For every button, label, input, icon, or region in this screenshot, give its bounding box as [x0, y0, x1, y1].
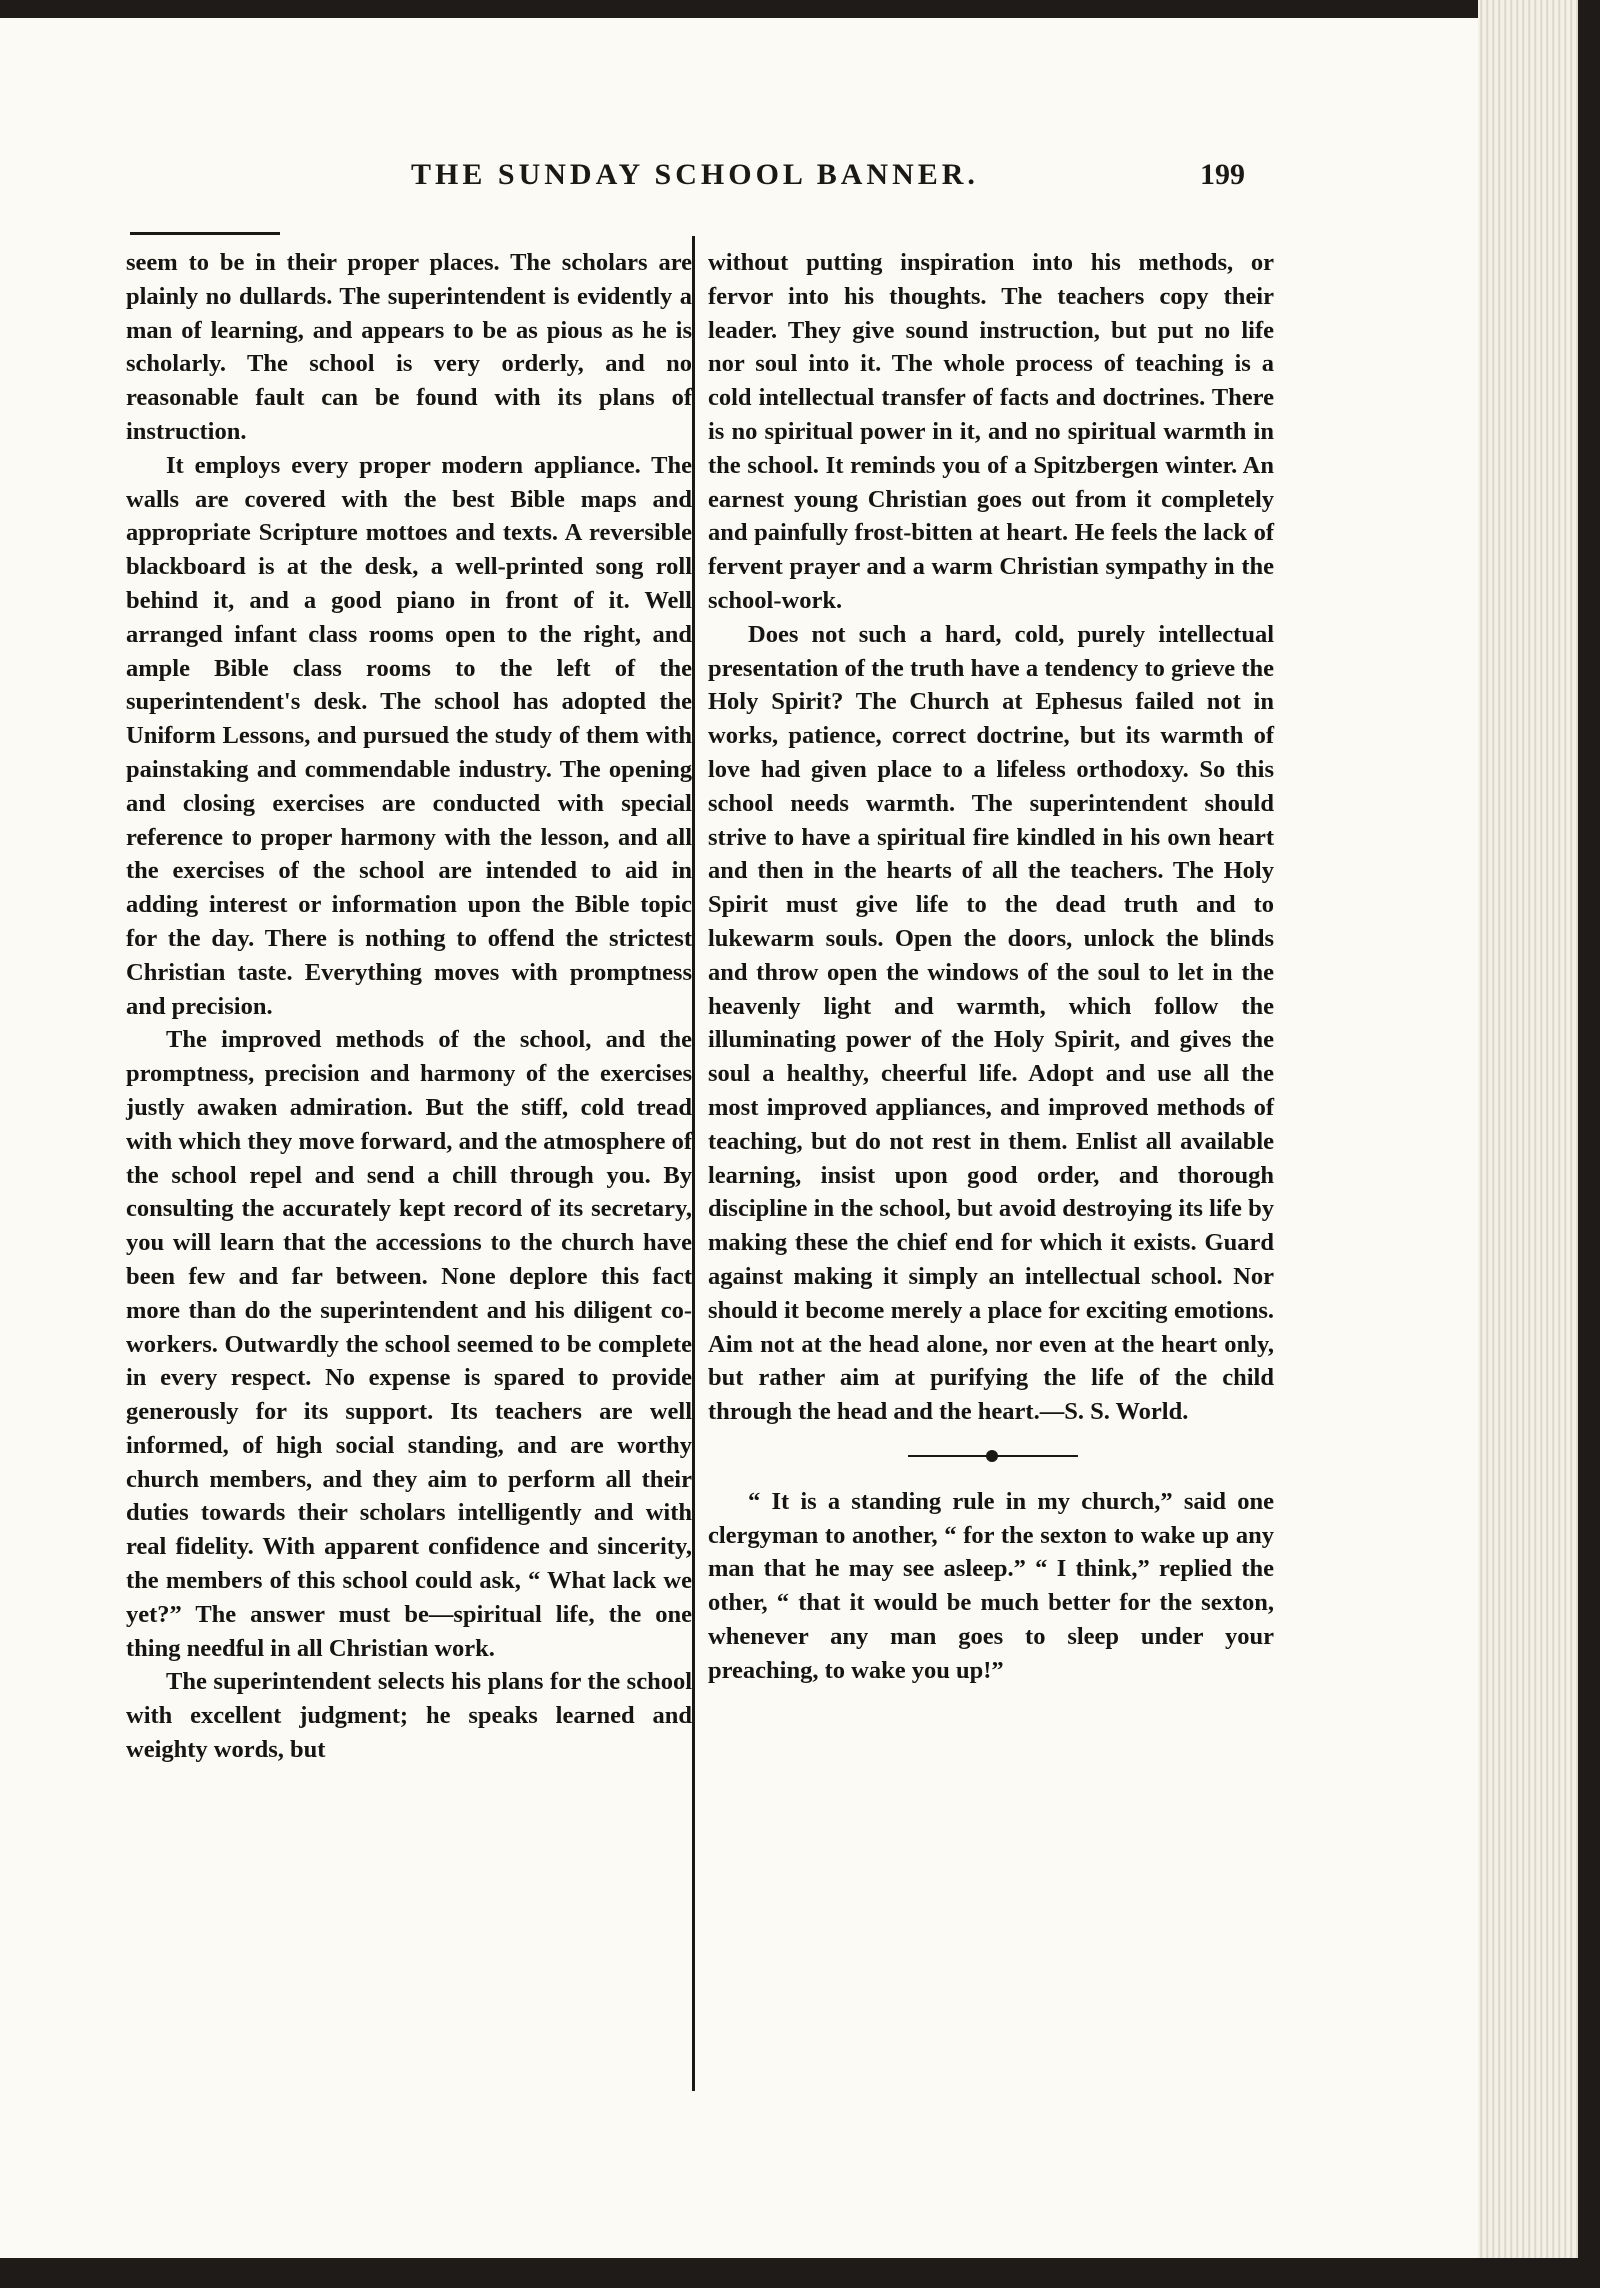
- paragraph: The superintendent selects his plans for the school with excellent judgment; he speaks learned and weighty words, but: [126, 1668, 692, 1764]
- page-edges: [1478, 0, 1578, 2288]
- separator-dot: [986, 1450, 998, 1462]
- scan-background-bottom: [0, 2258, 1600, 2288]
- running-head: THE SUNDAY SCHOOL BANNER.: [411, 158, 979, 191]
- book-page: [0, 18, 1478, 2258]
- paragraph: The improved methods of the school, and the promptness, precision and harmony of the exercises justly awaken admiration. But the stiff, cold tread with which they move forward, and the atmosphere of the school repel and send a chill through you. By consulting the accurately kept record of its secretary, you will learn that the accessions to the church have been few and far between. None deplore this fact more than do the superintendent and his diligent co-workers. Outwardly the school seemed to be complete in every respect. No expense is spared to provide generously for its support. Its teachers are well informed, of high social standing, and are worthy church members, and they aim to perform all their duties towards their scholars intelligently and with real fidelity. With apparent confidence and sincerity, the members of this school could ask, “ What lack we yet?” The answer must be—spiritual life, the one thing needful in all Christian work.: [126, 1026, 692, 1662]
- section-separator: [708, 1437, 1274, 1477]
- page-number: 199: [1200, 158, 1245, 191]
- paragraph: seem to be in their proper places. The scholars are plainly no dullards. The superintendent is evidently a man of learning, and appears to be as pious as he is scholarly. The school is very orderly, and no reasonable fault can be found with its plans of instruction.: [126, 249, 692, 445]
- header-rule: [130, 232, 280, 235]
- paragraph: It employs every proper modern appliance. The walls are covered with the best Bible maps and appropriate Scripture mottoes and texts. A reversible blackboard is at the desk, a well-printed song roll behind it, and a good piano in front of it. Well arranged infant class rooms open to the right, and ample Bible class rooms to the left of the superintendent's desk. The school has adopted the Uniform Lessons, and pursued the study of them with painstaking and commendable industry. The opening and closing exercises are conducted with special reference to proper harmony with the lesson, and all the exercises of the school are intended to aid in adding interest or information upon the Bible topic for the day. There is nothing to offend the strictest Christian taste. Everything moves with promptness and precision.: [126, 451, 692, 1020]
- paragraph: “ It is a standing rule in my church,” said one clergyman to another, “ for the sexton to wake up any man that he may see asleep.” “ I think,” replied the other, “ that it would be much better for the sexton, whenever any man goes to sleep under your preaching, to wake you up!”: [708, 1487, 1274, 1684]
- left-column: [126, 246, 692, 1767]
- right-column: [708, 246, 1274, 1688]
- paragraph: without putting inspiration into his methods, or fervor into his thoughts. The teachers copy their leader. They give sound instruction, but put no life nor soul into it. The whole process of teaching is a cold intellectual transfer of facts and doctrines. There is no spiritual power in it, and no spiritual warmth in the school. It reminds you of a Spitzbergen winter. An earnest young Christian goes out from it completely and painfully frost-bitten at heart. He feels the lack of fervent prayer and a warm Christian sympathy in the school-work.: [708, 249, 1274, 614]
- paragraph: Does not such a hard, cold, purely intellectual presentation of the truth have a tendency to grieve the Holy Spirit? The Church at Ephesus failed not in works, patience, correct doctrine, but its warmth of love had given place to a lifeless orthodoxy. So this school needs warmth. The superintendent should strive to have a spiritual fire kindled in his own heart and then in the hearts of all the teachers. The Holy Spirit must give life to the dead truth and to lukewarm souls. Open the doors, unlock the blinds and throw open the windows of the soul to let in the heavenly light and warmth, which follow the illuminating power of the Holy Spirit, and gives the soul a healthy, cheerful life. Adopt and use all the most improved appliances, and improved methods of teaching, but do not rest in them. Enlist all available learning, insist upon good order, and thorough discipline in the school, but avoid destroying its life by making these the chief end for which it exists. Guard against making it simply an intellectual school. Nor should it become merely a place for exciting emotions. Aim not at the head alone, nor even at the heart only, but rather aim at purifying the life of the child through the head and the heart.—S. S. World.: [708, 620, 1274, 1426]
- column-divider: [692, 236, 695, 2091]
- scan-background-right: [1578, 0, 1600, 2288]
